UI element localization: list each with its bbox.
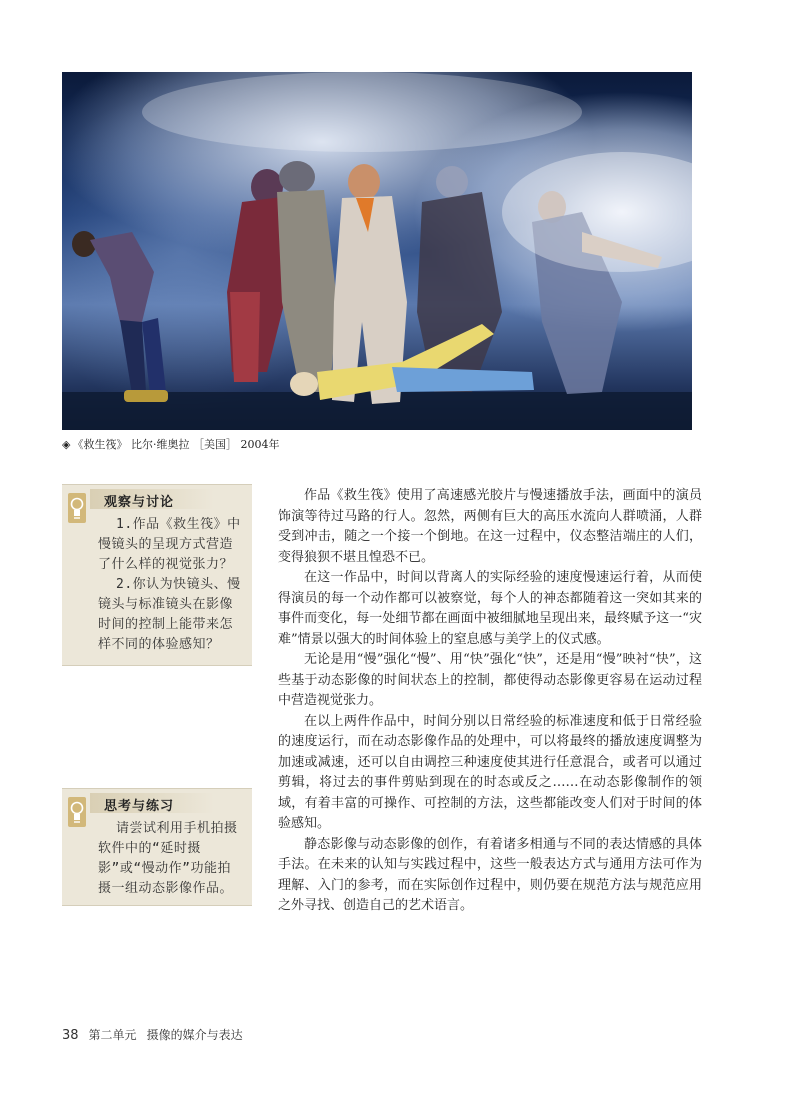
artwork-photo	[62, 72, 692, 430]
lightbulb-icon	[68, 493, 86, 523]
question-item: 2.你认为快镜头、慢镜头与标准镜头在影像时间的控制上能带来怎样不同的体验感知？	[98, 577, 241, 652]
main-body-text	[278, 486, 702, 917]
body-paragraph: 静态影像与动态影像的创作，有着诸多相通与不同的表达情感的具体手法。在未来的认知与实践过程中，这些一般表达方式与通用方法可作为理解、入门的参考，而在实际创作过程中，则仍要在规范方法与规范应用之外寻找、创造自己的艺术语言。	[278, 836, 702, 913]
box-title: 思考与练习	[104, 799, 175, 814]
figure-left-man	[72, 231, 168, 402]
box-items	[98, 515, 244, 655]
figure-man-hat	[277, 161, 337, 392]
box-items	[98, 819, 244, 899]
body-paragraph: 作品《救生筏》使用了高速感光胶片与慢速播放手法，画面中的演员饰演等待过马路的行人。忽然，两侧有巨大的高压水流向人群喷涌，人群受到冲击，随之一个接一个倒地。在这一过程中，仪态整洁端庄的人们，变得狼狈不堪且惶恐不已。	[278, 488, 702, 565]
box-title: 观察与讨论	[104, 495, 175, 510]
unit-label: 第二单元	[88, 1028, 137, 1042]
page-footer	[62, 1026, 243, 1043]
body-paragraph: 在这一作品中，时间以背离人的实际经验的速度慢速运行着，从而使得演员的每一个动作都可以被察觉，每个人的神态都随着这一突如其来的事件而变化，每一处细节都在画面中被细腻地呈现出来，最终赋予这一“灾难”情景以强大的时间体验上的窒息感与美学上的仪式感。	[278, 570, 702, 647]
think-practice-box	[62, 788, 252, 906]
figure-caption	[62, 436, 702, 452]
body-paragraph: 在以上两件作品中，时间分别以日常经验的标准速度和低于日常经验的速度运行，而在动态影像作品的处理中，可以将最终的播放速度调整为加速或减速，还可以自由调控三种速度使其进行任意混合，或者可以通过剪辑，将过去的事件剪贴到现在的时态或反之……在动态影像制作的领域，有着丰富的可操作、可控制的方法，这些都能改变人们对于时间的体验感知。	[278, 713, 702, 831]
page-number: 38	[62, 1028, 79, 1043]
exercise-item: 请尝试利用手机拍摄软件中的“延时摄影”或“慢动作”功能拍摄一组动态影像作品。	[98, 821, 238, 896]
body-paragraph: 无论是用“慢”强化“慢”、用“快”强化“快”，还是用“慢”映衬“快”，这些基于动态影像的时间状态上的控制，都使得动态影像更容易在运动过程中营造视觉张力。	[278, 652, 702, 708]
caption-text: 《救生筏》 比尔·维奥拉 ［美国］ 2004年	[72, 438, 280, 451]
observe-discuss-box	[62, 484, 252, 666]
caption-marker-icon: ◈	[62, 438, 71, 451]
unit-title: 摄像的媒介与表达	[146, 1028, 243, 1042]
lightbulb-icon	[68, 797, 86, 827]
question-item: 1.作品《救生筏》中慢镜头的呈现方式营造了什么样的视觉张力？	[98, 517, 241, 572]
photo-scene	[62, 72, 692, 430]
